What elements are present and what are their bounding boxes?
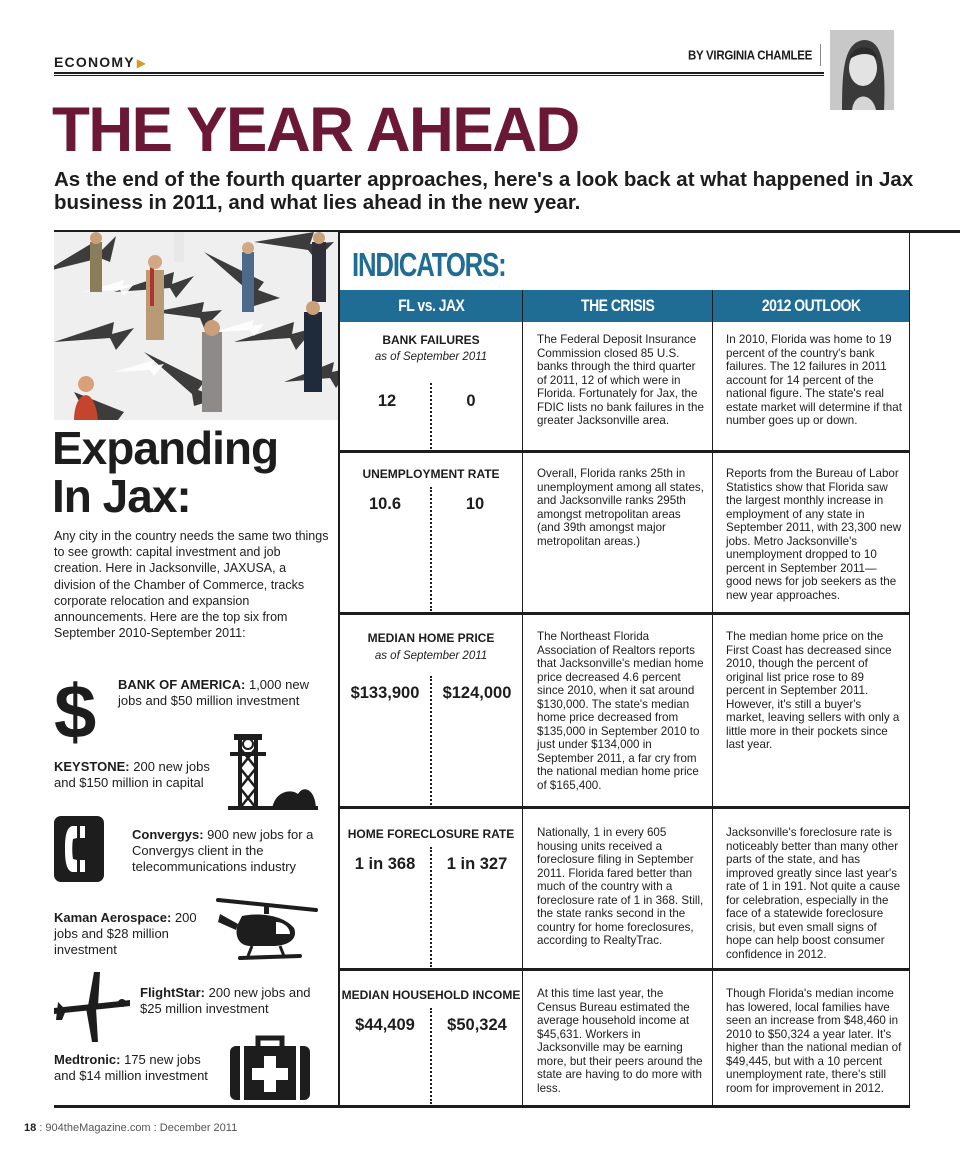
company-name: Kaman Aerospace:: [54, 910, 172, 925]
column-header-crisis: THE CRISIS: [523, 290, 712, 322]
bottom-rule: [54, 1105, 910, 1108]
page-number: 18: [24, 1122, 37, 1134]
helicopter-icon: [216, 894, 320, 971]
table-left-rule: [338, 232, 340, 1107]
airplane-icon: [52, 970, 132, 1049]
company-keystone: [54, 759, 214, 791]
column-divider: [522, 290, 523, 1105]
company-bank-of-america: [118, 677, 328, 709]
company-flightstar: [140, 985, 330, 1017]
section-arrow-icon: ▶: [136, 56, 148, 70]
sidebar-title-line2: In Jax:: [52, 470, 191, 522]
company-medtronic: [54, 1052, 222, 1084]
company-name: Medtronic:: [54, 1052, 121, 1067]
crisis-text: Nationally, 1 in every 605 housing units received a foreclosure filing in September 2011. Florida fared better than much of the country with a foreclosure rate of 1 in 368. Still, the state ranks second in the country for home foreclosures, according to RealtyTrac.: [537, 826, 704, 947]
fl-value: 1 in 368: [354, 855, 416, 873]
company-detail: 200 new jobs and $25 million investment: [140, 985, 311, 1016]
fl-value: $133,900: [350, 684, 420, 702]
indicator-name: MEDIAN HOUSEHOLD INCOME: [341, 988, 521, 1002]
author-photo: [830, 30, 894, 110]
indicators-title: INDICATORS:: [352, 246, 506, 283]
outlook-text: Reports from the Bureau of Labor Statistics show that Florida saw the largest monthly increase in employment of any state in September 2011, with 23,300 new jobs. Metro Jacksonville's unemployment dropped to 10 percent in September 2011—good news for job seekers as the new year approaches.: [726, 467, 902, 602]
figurines-photo: [54, 232, 338, 420]
jax-value: 0: [466, 392, 476, 410]
company-name: FlightStar:: [140, 985, 205, 1000]
outlook-text: In 2010, Florida was home to 19 percent of the country's bank failures. The 12 failures in 2011 account for 14 percent of the national figure. The state's real estate market will determine if that number goes up or down.: [726, 333, 902, 427]
mine-icon: [228, 734, 318, 815]
outlook-text: The median home price on the First Coast has decreased since 2010, though the percent of original list price rose to 89 percent in September 2011. However, it's still a buyer's market, leaving sellers with only a little more in their pockets since last year.: [726, 630, 900, 751]
section-label: ECONOMY ▶: [54, 54, 148, 70]
company-detail: 200 new jobs and $150 million in capital: [54, 759, 210, 790]
indicator-name: HOME FORECLOSURE RATE: [347, 827, 515, 841]
row-divider: [340, 612, 910, 615]
folio-source: : 904theMagazine.com : December 2011: [36, 1122, 238, 1134]
company-detail: 175 new jobs and $14 million investment: [54, 1052, 208, 1083]
byline-divider: [820, 44, 821, 66]
indicator-subtitle: as of September 2011: [374, 650, 488, 662]
deck: As the end of the fourth quarter approaches, here's a look back at what happened in Jax business in 2011, and what lies ahead in the new year.: [54, 168, 914, 214]
outlook-text: Jacksonville's foreclosure rate is noticeably better than many other parts of the state, and has improved greatly since last year's rate of 1 in 191. Not quite a cause for celebration, especially in the face of a statewide foreclosure crisis, but even small signs of hope can help boost consumer confidence in 2012.: [726, 826, 901, 961]
company-detail: 900 new jobs for a Convergys client in the telecommunications industry: [132, 827, 314, 874]
column-divider: [712, 290, 713, 1105]
header-rule: [54, 72, 824, 76]
indicator-name: MEDIAN HOME PRICE: [367, 631, 495, 645]
crisis-text: The Northeast Florida Association of Realtors reports that Jacksonville's median home price decreased 4.6 percent since 2010, when it sat around $130,000. The state's median home price decreased from $135,000 in September 2010 to just under $134,000 in September 2011, a far cry from the national median home price of $165,400.: [537, 630, 704, 792]
row-divider: [340, 806, 910, 809]
company-name: Convergys:: [132, 827, 204, 842]
company-name: BANK OF AMERICA:: [118, 677, 246, 692]
table-right-rule: [909, 232, 910, 1107]
fl-value: 12: [377, 392, 397, 410]
svg-text:$: $: [54, 672, 97, 750]
dotted-divider: [430, 847, 432, 967]
crisis-text: The Federal Deposit Insurance Commission closed 85 U.S. banks through the third quarter of 2011, 12 of which were in Florida. Fortunately for Jax, the FDIC lists no bank failures in the greater Jacksonville area.: [537, 333, 704, 427]
telephone-icon: [54, 816, 104, 887]
sidebar-intro: Any city in the country needs the same two things to see growth: capital investment and job creation. Here in Jacksonville, JAXUSA, a division of the Chamber of Commerce, tracks corporate relocation and expansion announcements. Here are the top six from September 2010-September 2011:: [54, 529, 329, 641]
company-convergys: [132, 827, 332, 875]
fl-value: $44,409: [355, 1016, 415, 1034]
jax-value: 1 in 327: [446, 855, 508, 873]
sidebar-title-line1: Expanding: [52, 422, 279, 474]
medical-kit-icon: [230, 1034, 310, 1105]
crisis-text: Overall, Florida ranks 25th in unemployment among all states, and Jacksonville ranks 295th amongst metropolitan areas (and 39th amongst major metropolitan areas.): [537, 467, 704, 548]
jax-value: 10: [465, 495, 485, 513]
dotted-divider: [430, 487, 432, 611]
dotted-divider: [430, 676, 432, 805]
page-folio: [24, 1122, 237, 1134]
row-divider: [340, 968, 910, 971]
jax-value: $50,324: [447, 1016, 507, 1034]
company-name: KEYSTONE:: [54, 759, 130, 774]
company-detail: 200 jobs and $28 million investment: [54, 910, 197, 957]
byline: BY VIRGINIA CHAMLEE: [687, 49, 812, 63]
fl-value: 10.6: [368, 495, 402, 513]
column-header-fl-vs-jax: FL vs. JAX: [340, 290, 522, 322]
indicator-name: UNEMPLOYMENT RATE: [362, 467, 500, 481]
crisis-text: At this time last year, the Census Bureau estimated the average household income at $45,631. Workers in Jacksonville may be earning more, but their peers around the state are having to do more with less.: [537, 987, 703, 1095]
jax-value: $124,000: [442, 684, 512, 702]
outlook-text: Though Florida's median income has lowered, local families have seen an increase from $48,460 in 2010 to $50,324 a year later. It's higher than the national median of $49,445, but with a 10 percent unemployment rate, there's still room for improvement in 2012.: [726, 987, 902, 1095]
indicator-subtitle: as of September 2011: [374, 351, 488, 363]
dotted-divider: [430, 383, 432, 449]
company-detail: 1,000 new jobs and $50 million investment: [118, 677, 309, 708]
company-kaman-aerospace: [54, 910, 214, 958]
headline: THE YEAR AHEAD: [52, 95, 579, 166]
column-header-outlook: 2012 OUTLOOK: [713, 290, 910, 322]
sidebar-title: [52, 424, 278, 520]
dollar-icon: [54, 672, 106, 755]
indicator-name: BANK FAILURES: [382, 333, 480, 347]
dotted-divider: [430, 1008, 432, 1104]
row-divider: [340, 450, 910, 453]
